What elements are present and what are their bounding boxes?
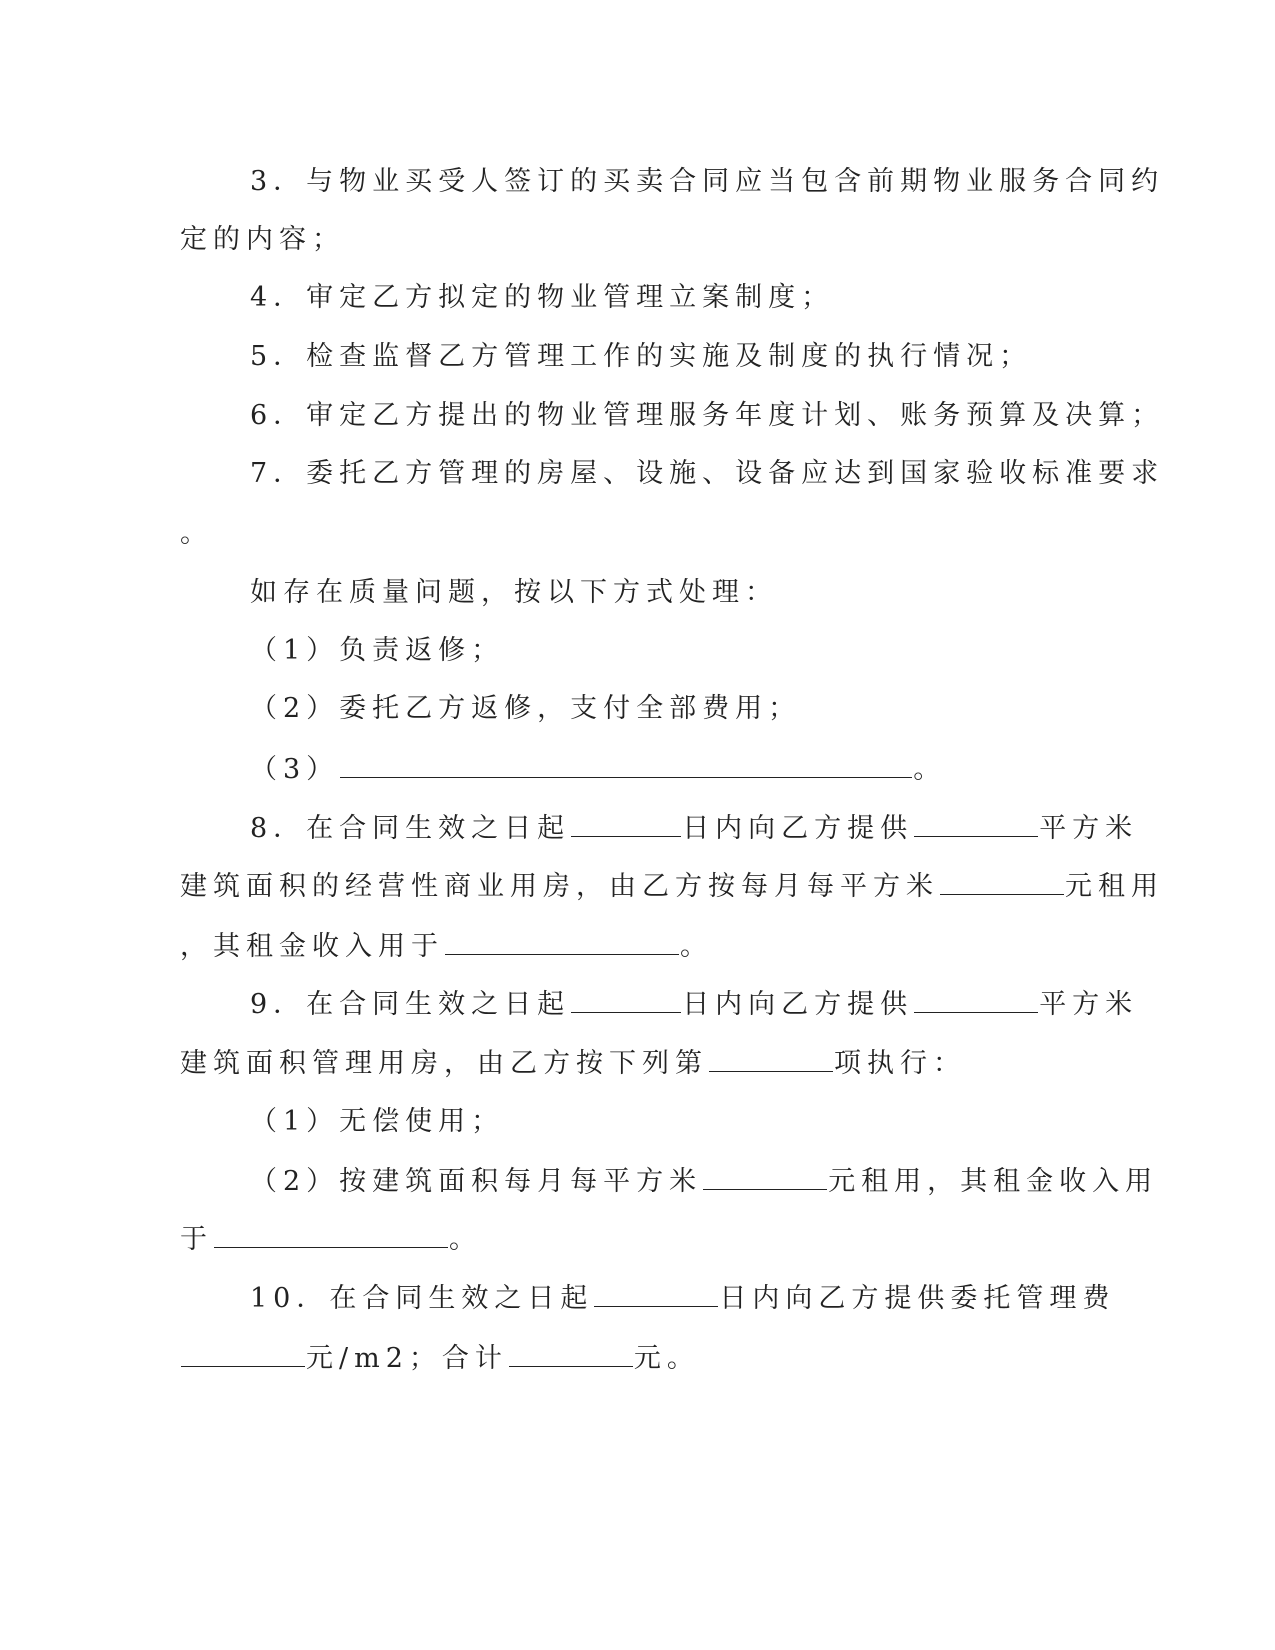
blank-field: [571, 810, 681, 837]
clause-9-text-b: 日内向乙方提供: [682, 989, 914, 1020]
blank-field: [571, 986, 681, 1013]
blank-field: [914, 810, 1038, 837]
clause-10-text-d: 元。: [633, 1343, 700, 1374]
blank-field: [940, 868, 1064, 895]
blank-field: [709, 1045, 833, 1072]
clause-3-line-2: 定的内容；: [180, 224, 345, 255]
blank-field: [914, 986, 1038, 1013]
clause-8-text-f: ，其租金收入用于: [180, 931, 444, 962]
blank-field: [445, 928, 679, 955]
blank-field: [703, 1163, 827, 1190]
clause-9-text-a: 9．在合同生效之日起: [250, 989, 571, 1020]
clause-8-text-c: 平方米: [1039, 813, 1139, 844]
clause-4: 4．审定乙方拟定的物业管理立案制度；: [250, 282, 835, 313]
clause-8-text-b: 日内向乙方提供: [682, 813, 914, 844]
clause-10-text-a: 10．在合同生效之日起: [250, 1283, 594, 1314]
clause-9-text-c: 平方米: [1039, 989, 1139, 1020]
blank-field: [181, 1340, 305, 1367]
clause-3-line-1: 3．与物业买受人签订的买卖合同应当包含前期物业服务合同约: [250, 166, 1165, 197]
clause-9-text-d: 建筑面积管理用房，由乙方按下列第: [180, 1048, 708, 1079]
clause-5: 5．检查监督乙方管理工作的实施及制度的执行情况；: [250, 341, 1033, 372]
clause-8-line-3: [180, 928, 713, 965]
option-3-end: 。: [913, 754, 947, 785]
clause-8-text-g: 。: [680, 931, 713, 962]
option-2-text-c: 于: [180, 1224, 213, 1255]
option-2-text-a: （2）按建筑面积每月每平方米: [250, 1166, 703, 1197]
clause-10-line-1: [250, 1280, 1115, 1317]
option-2-entrust: （2）委托乙方返修，支付全部费用；: [250, 693, 802, 724]
option-2-rent-line-2: [180, 1221, 482, 1258]
option-3-label: （3）: [250, 754, 340, 785]
clause-9-line-1: [250, 986, 1138, 1023]
option-1-free-use: （1）无偿使用；: [250, 1106, 505, 1137]
clause-6: 6．审定乙方提出的物业管理服务年度计划、账务预算及决算；: [250, 400, 1165, 431]
clause-10-text-c: 元/m2；合计: [306, 1343, 508, 1374]
blank-field: [214, 1221, 448, 1248]
clause-8-text-e: 元租用: [1065, 871, 1164, 902]
option-2-text-d: 。: [449, 1224, 482, 1255]
clause-8-line-1: [250, 810, 1138, 847]
clause-10-text-b: 日内向乙方提供委托管理费: [719, 1283, 1116, 1314]
clause-8-line-2: [180, 868, 1164, 905]
option-2-rent-line-1: [250, 1163, 1158, 1200]
clause-7-line-1: 7．委托乙方管理的房屋、设施、设备应达到国家验收标准要求: [250, 458, 1165, 489]
clause-8-text-d: 建筑面积的经营性商业用房，由乙方按每月每平方米: [180, 871, 939, 902]
option-2-text-b: 元租用，其租金收入用: [828, 1166, 1159, 1197]
quality-issue-intro: 如存在质量问题，按以下方式处理：: [250, 577, 778, 608]
clause-7-line-2: 。: [180, 518, 213, 549]
option-1-repair: （1）负责返修；: [250, 635, 505, 666]
blank-field: [509, 1340, 633, 1367]
clause-9-line-2: [180, 1045, 966, 1082]
blank-field: [594, 1280, 718, 1307]
blank-field: [340, 751, 912, 778]
clause-9-text-e: 项执行：: [834, 1048, 966, 1079]
option-3-line: [250, 751, 946, 788]
clause-10-line-2: [180, 1340, 700, 1377]
clause-8-text-a: 8．在合同生效之日起: [250, 813, 571, 844]
